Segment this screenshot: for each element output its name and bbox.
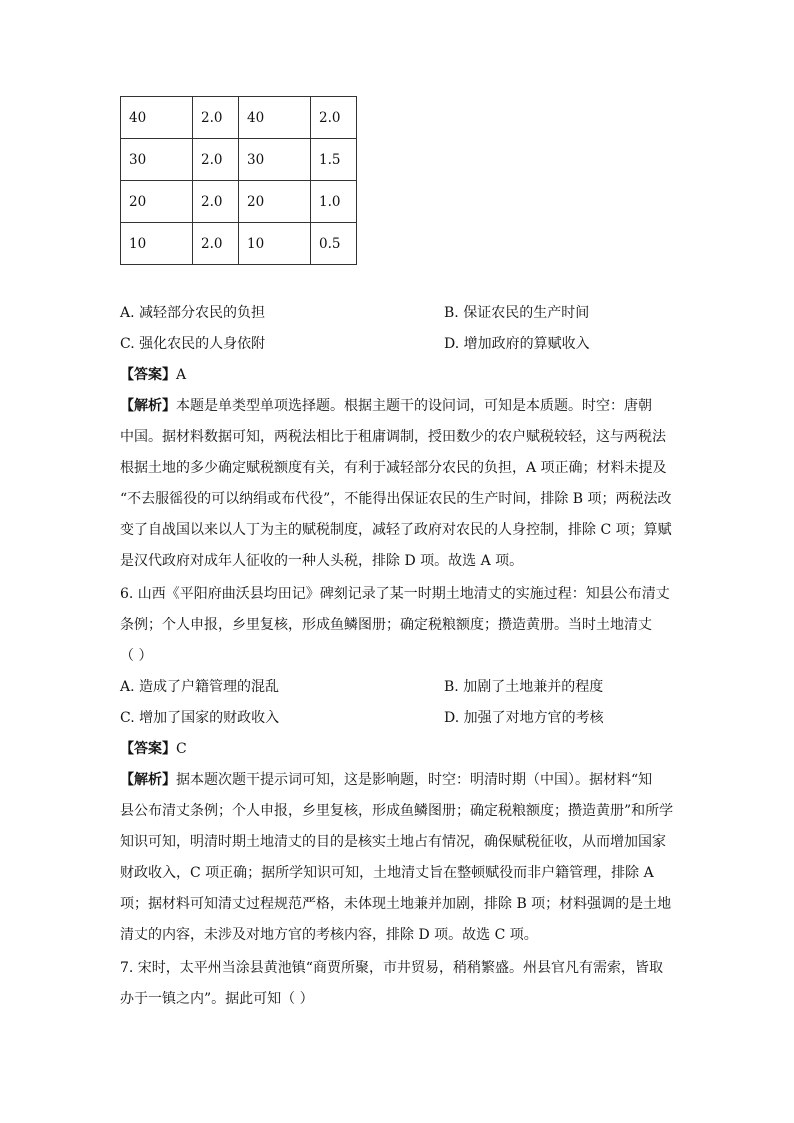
q5-answer	[120, 365, 186, 385]
table-cell: 1.0	[311, 181, 357, 223]
q6-option-b: B. 加剧了土地兼并的程度	[444, 679, 604, 695]
analysis-label: 【解析】	[120, 772, 176, 788]
q6-analysis	[120, 765, 680, 951]
table-cell: 20	[239, 181, 311, 223]
table-row	[121, 223, 357, 265]
q5-analysis	[120, 391, 680, 577]
stem-line: 条例；个人申报，乡里复核，形成鱼鳞图册；确定税粮额度；攒造黄册。当时土地清丈	[120, 617, 652, 633]
table-cell: 1.5	[311, 139, 357, 181]
analysis-line: 根据土地的多少确定赋税额度有关，有利于减轻部分农民的负担，A 项正确；材料未提及	[120, 460, 667, 476]
stem-line: （ ）	[120, 648, 153, 664]
stem-line: 6. 山西《平阳府曲沃县均田记》碑刻记录了某一时期土地清丈的实施过程：知县公布清丈	[120, 586, 670, 602]
analysis-line: “不去服徭役的可以纳绢或布代役”，不能得出保证农民的生产时间，排除 B 项；两税法改	[120, 491, 672, 507]
table-cell: 10	[239, 223, 311, 265]
table-cell: 2.0	[193, 139, 239, 181]
analysis-line: 【解析】本题是单类型单项选择题。根据主题干的设问词，可知是本质题。时空：唐朝	[120, 398, 652, 414]
table-cell: 2.0	[193, 181, 239, 223]
q5-option-a: A. 减轻部分农民的负担	[120, 305, 266, 321]
data-table	[120, 96, 357, 265]
table-row	[121, 181, 357, 223]
q5-option-c: C. 强化农民的人身依附	[120, 336, 266, 352]
table-cell: 40	[239, 97, 311, 139]
answer-value: A	[176, 367, 187, 383]
table-cell: 2.0	[193, 223, 239, 265]
analysis-line: 知识可知，明清时期土地清丈的目的是核实土地占有情况，确保赋税征收，从而增加国家	[120, 834, 666, 850]
analysis-line: 财政收入，C 项正确；据所学知识可知，土地清丈旨在整顿赋役而非户籍管理，排除 A	[120, 865, 654, 881]
q7-stem	[120, 953, 680, 1015]
table-cell: 40	[121, 97, 193, 139]
analysis-line: 变了自战国以来以人丁为主的赋税制度，减轻了政府对农民的人身控制，排除 C 项；算赋	[120, 522, 672, 538]
analysis-line: 项；据材料可知清丈过程规范严格，未体现土地兼并加剧，排除 B 项；材料强调的是土地	[120, 896, 672, 912]
stem-line: 办于一镇之内”。据此可知（ ）	[120, 991, 314, 1007]
answer-value: C	[176, 741, 187, 757]
analysis-label: 【解析】	[120, 398, 176, 414]
analysis-line: 县公布清丈条例；个人申报，乡里复核，形成鱼鳞图册；确定税粮额度；攒造黄册”和所学	[120, 803, 674, 819]
table-cell: 30	[239, 139, 311, 181]
q6-stem	[120, 579, 680, 672]
table-cell: 2.0	[193, 97, 239, 139]
answer-label: 【答案】	[120, 741, 176, 757]
q6-option-d: D. 加强了对地方官的考核	[444, 710, 604, 726]
q5-option-d: D. 增加政府的算赋收入	[444, 336, 590, 352]
q5-option-b: B. 保证农民的生产时间	[444, 305, 590, 321]
analysis-line: 中国。据材料数据可知，两税法相比于租庸调制，授田数少的农户赋税较轻，这与两税法	[120, 429, 666, 445]
q6-option-a: A. 造成了户籍管理的混乱	[120, 679, 280, 695]
table-cell: 0.5	[311, 223, 357, 265]
analysis-line: 清丈的内容，未涉及对地方官的考核内容，排除 D 项。故选 C 项。	[120, 927, 538, 943]
answer-label: 【答案】	[120, 367, 176, 383]
table-row	[121, 139, 357, 181]
analysis-line: 【解析】据本题次题干提示词可知，这是影响题，时空：明清时期（中国）。据材料“知	[120, 772, 653, 788]
stem-line: 7. 宋时，太平州当涂县黄池镇“商贾所聚，市井贸易，稍稍繁盛。州县官凡有需索，皆取	[120, 960, 663, 976]
table-row	[121, 97, 357, 139]
q6-answer	[120, 739, 187, 759]
table-cell: 2.0	[311, 97, 357, 139]
table-cell: 10	[121, 223, 193, 265]
analysis-line: 是汉代政府对成年人征收的一种人头税，排除 D 项。故选 A 项。	[120, 553, 524, 569]
table-cell: 30	[121, 139, 193, 181]
table-cell: 20	[121, 181, 193, 223]
q6-option-c: C. 增加了国家的财政收入	[120, 710, 280, 726]
